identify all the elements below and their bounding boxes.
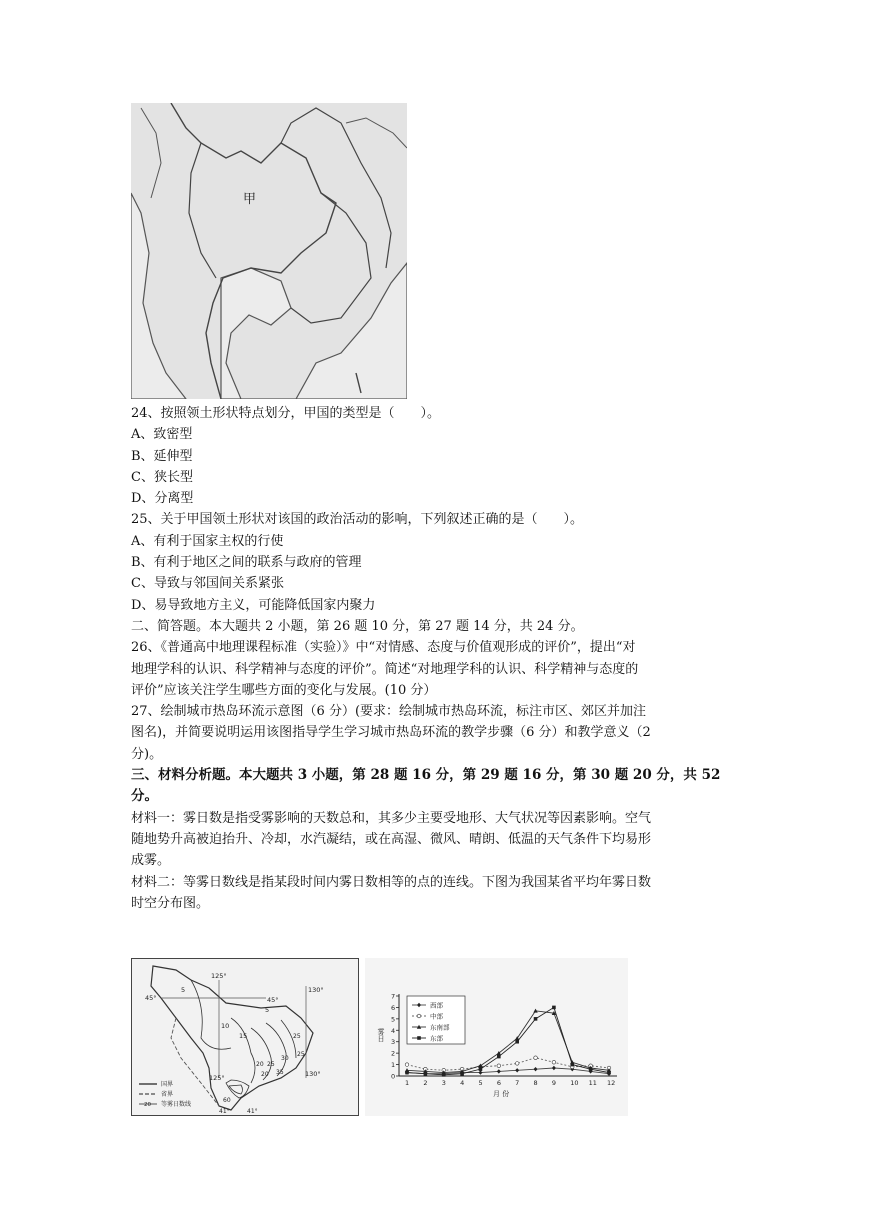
q27-line: 图名)，并简要说明运用该图指导学生学习城市热岛环流的教学步骤（6 分）和教学意义（2: [131, 725, 651, 741]
isoline-label: 15: [239, 1032, 248, 1040]
q24-option-a: A、致密型: [131, 427, 193, 443]
x-axis-label: 月 份: [493, 1090, 510, 1098]
isoline-label: 5: [265, 1006, 270, 1014]
y-tick-label: 3: [391, 1038, 396, 1047]
section3-heading: 分。: [131, 788, 158, 805]
y-tick-label: 0: [391, 1072, 396, 1081]
legend-label: 东南部: [430, 1023, 450, 1032]
legend-marker: [417, 1014, 421, 1018]
q24-option-b: B、延伸型: [131, 448, 193, 464]
data-point: [534, 1067, 538, 1071]
series-line: [407, 1068, 609, 1074]
x-tick-label: 5: [478, 1079, 483, 1087]
data-point: [479, 1067, 483, 1071]
data-point: [534, 1056, 538, 1060]
q25-option-b: B、有利于地区之间的联系与政府的管理: [131, 555, 362, 571]
y-tick-label: 4: [391, 1026, 396, 1035]
data-point: [405, 1071, 409, 1075]
material2-line: 时空分布图。: [131, 895, 210, 911]
coord-label: 125°: [211, 972, 227, 980]
data-point: [607, 1071, 611, 1075]
coord-label: 41°: [247, 1108, 258, 1115]
fog-isoline-map-figure: [131, 958, 359, 1116]
q24-option-c: C、狭长型: [131, 469, 193, 485]
fog-isoline-map: [131, 958, 359, 1116]
q24-stem: 24、按照领土形状特点划分，甲国的类型是（ ）。: [131, 406, 441, 421]
x-tick-label: 4: [460, 1079, 465, 1087]
isoline-label: 25: [293, 1033, 301, 1040]
legend-marker: [417, 1036, 421, 1040]
x-tick-label: 2: [423, 1079, 428, 1087]
q27-line: 分)。: [131, 746, 163, 762]
isoline-label: 25: [297, 1051, 305, 1058]
legend-label: 西部: [430, 1001, 443, 1010]
coord-label: 45°: [145, 994, 157, 1002]
data-point: [552, 1066, 556, 1070]
isoline-label: 30: [281, 1055, 289, 1062]
legend-label: 省界: [161, 1091, 174, 1098]
legend-label: 中部: [430, 1012, 443, 1021]
x-tick-label: 8: [533, 1079, 538, 1087]
data-point: [497, 1055, 501, 1059]
isoline-label: 20: [256, 1061, 264, 1068]
data-point: [478, 1070, 482, 1074]
q25-option-c: C、导致与邻国间关系紧张: [131, 576, 284, 592]
y-tick-label: 7: [391, 992, 396, 1001]
data-point: [515, 1062, 519, 1066]
country-map-figure: [131, 103, 407, 399]
data-point: [515, 1068, 519, 1072]
isoline-label: 20: [261, 1071, 269, 1078]
legend-sample-value: 20: [144, 1102, 151, 1108]
coord-label: 125°: [209, 1074, 225, 1082]
isoline-label: 35: [276, 1069, 284, 1076]
isoline-label: 10: [221, 1022, 230, 1030]
y-tick-label: 5: [391, 1015, 396, 1024]
data-point: [497, 1064, 501, 1068]
fog-days-chart: [365, 958, 628, 1116]
x-tick-label: 7: [515, 1079, 520, 1087]
data-point: [552, 1006, 556, 1010]
x-tick-label: 3: [441, 1079, 446, 1087]
data-point: [534, 1017, 538, 1021]
x-tick-label: 10: [570, 1079, 579, 1087]
data-point: [515, 1040, 519, 1044]
x-tick-label: 9: [551, 1079, 557, 1087]
material2-line: 材料二：等雾日数线是指某段时间内雾日数相等的点的连线。下图为我国某省平均年雾日数: [131, 874, 652, 890]
coord-label: 41°: [219, 1108, 230, 1115]
q25-option-d: D、易导致地方主义，可能降低国家内聚力: [131, 597, 376, 613]
fog-days-chart-figure: [365, 958, 628, 1116]
x-tick-label: 1: [405, 1079, 410, 1087]
coord-label: 130°: [308, 986, 324, 994]
q24-option-d: D、分离型: [131, 491, 194, 507]
q25-option-a: A、有利于国家主权的行使: [131, 533, 284, 549]
legend-label: 东部: [430, 1034, 443, 1043]
data-point: [570, 1063, 574, 1067]
data-point: [460, 1072, 464, 1076]
data-point: [405, 1063, 409, 1067]
data-point: [442, 1073, 446, 1077]
y-tick-label: 6: [391, 1003, 396, 1012]
isoline-label: 25: [267, 1061, 275, 1068]
section2-heading: 二、简答题。本大题共 2 小题，第 26 题 10 分，第 27 题 14 分，共 24 分。: [131, 618, 584, 634]
questions-block: [131, 403, 751, 914]
legend-label: 等雾日数线: [161, 1101, 192, 1108]
isoline-label: 5: [181, 986, 186, 994]
material1-line: 材料一：雾日数是指受雾影响的天数总和，其多少主要受地形、大气状况等因素影响。空气: [131, 810, 652, 826]
isoline-label: 60: [223, 1097, 231, 1104]
data-point: [552, 1060, 556, 1064]
q26-line: 评价”应该关注学生哪些方面的变化与发展。(10 分）: [131, 682, 437, 698]
country-label: 甲: [243, 192, 257, 207]
material1-line: 随地势升高被迫抬升、冷却，水汽凝结，或在高湿、微风、晴朗、低温的天气条件下均易形: [131, 831, 652, 847]
coord-label: 130°: [305, 1070, 321, 1078]
y-tick-label: 2: [391, 1049, 396, 1058]
x-tick-label: 11: [588, 1079, 597, 1087]
x-tick-label: 12: [607, 1079, 616, 1087]
country-map: [131, 103, 407, 399]
q26-line: 26、《普通高中地理课程标准（实验）》中“对情感、态度与价值观形成的评价”，提出“对: [131, 640, 636, 656]
q25-stem: 25、关于甲国领土形状对该国的政治活动的影响，下列叙述正确的是（ ）。: [131, 512, 584, 528]
y-tick-label: 1: [391, 1061, 396, 1070]
material1-line: 成雾。: [131, 853, 171, 869]
x-tick-label: 6: [496, 1079, 501, 1087]
q27-line: 27、绘制城市热岛环流示意图（6 分）(要求：绘制城市热岛环流，标注市区、郊区并加注: [131, 704, 647, 720]
q26-line: 地理学科的认识、科学精神与态度的评价”。简述“对地理学科的认识、科学精神与态度的: [131, 661, 639, 677]
legend-label: 国界: [161, 1081, 174, 1088]
y-axis-label: 雾日: [377, 1028, 385, 1042]
data-point: [589, 1067, 593, 1071]
section3-heading: 三、材料分析题。本大题共 3 小题，第 28 题 16 分，第 29 题 16 分，第 30 题 20 分，共 52: [131, 767, 721, 784]
data-point: [497, 1069, 501, 1073]
data-point: [424, 1072, 428, 1076]
coord-label: 45°: [267, 996, 279, 1004]
